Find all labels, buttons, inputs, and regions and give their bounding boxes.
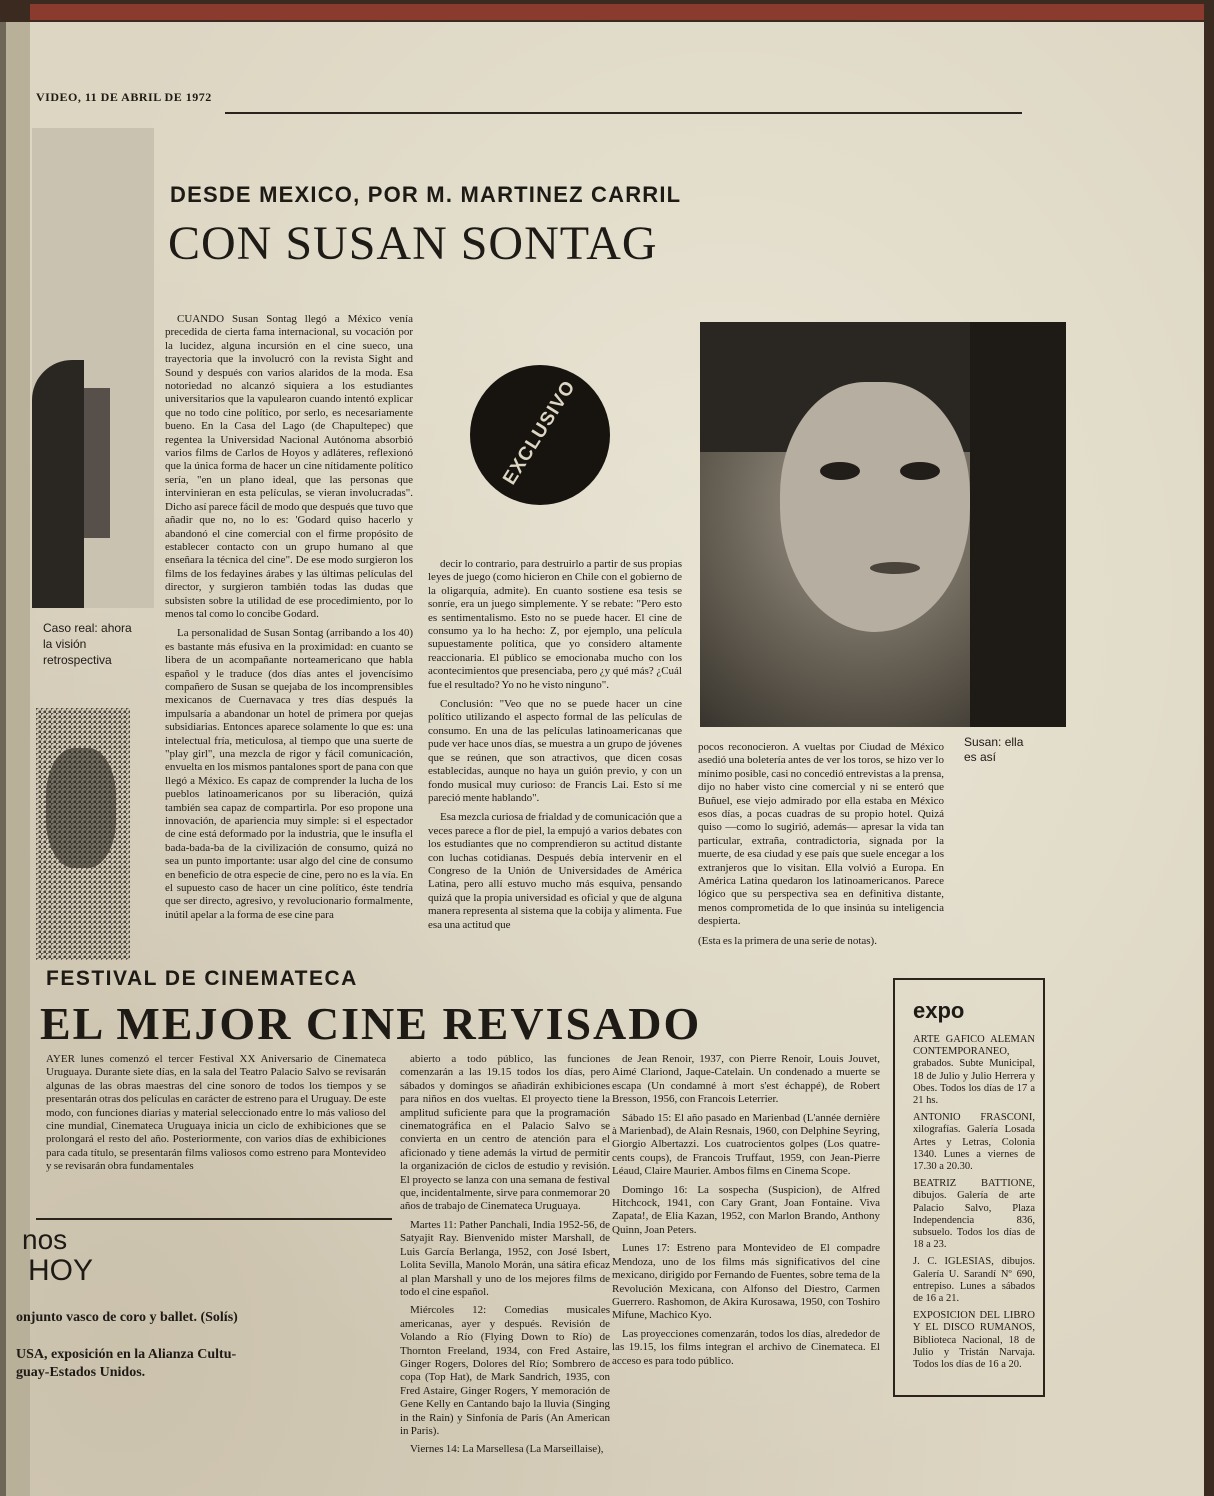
- article-paragraph: Conclusión: "Veo que no se puede hacer un cine político utilizando el aspecto formal de las películas de consumo. En una de las películas latinoamericanas que pude ver hace unos días, se muestra a un grupo de jóvenes que se reúnen, que son atractivos, que dicen cosas establecidas, aunque no haya un guión previo, y con un fondo musical muy curioso: de Francis Lai. Esto sí me pareció mente hablando".: [428, 698, 682, 804]
- photo-hair-side: [970, 322, 1066, 727]
- header-rule: [225, 112, 1022, 114]
- photo-eye: [820, 462, 860, 480]
- photo-man-in-suit: [32, 128, 154, 608]
- festival-paragraph: Las proyecciones comenzarán, todos los días, alrededor de las 19.15, los films integran el archivo de Cinemateca. El acceso es para todo público.: [612, 1327, 880, 1367]
- hoy-listing: USA, exposición en la Alianza Cultu- guay-Estados Unidos.: [16, 1347, 237, 1380]
- exclusivo-label: EXCLUSIVO: [499, 376, 580, 489]
- festival-paragraph: Viernes 14: La Marsellesa (La Marseillaise),: [410, 1443, 604, 1456]
- festival-column-1: [46, 1053, 386, 1218]
- expo-item: ARTE GAFICO ALEMAN CONTEMPORANEO, grabados. Subte Municipal, 18 de Julio y Julio Herrera y Obes. Todos los días de 17 a 21 hs.: [913, 1034, 1035, 1107]
- binding-strip: [30, 4, 1214, 20]
- photo-eye: [900, 462, 940, 480]
- halftone-figure: [46, 748, 116, 868]
- festival-column-2: [400, 1053, 610, 1456]
- dateline: VIDEO, 11 DE ABRIL DE 1972: [36, 90, 212, 104]
- article-headline: CON SUSAN SONTAG: [168, 217, 658, 270]
- section-divider: [36, 1218, 392, 1220]
- festival-paragraph: de Jean Renoir, 1937, con Pierre Renoir, Louis Jouvet, Aimé Clariond, Jaque-Catelain. Un condenado a muerte se escapa (Un condamné à mort s'est échappé), de Robert Bresson, 1956, con Francois Leterrier.: [612, 1053, 880, 1106]
- hoy-listing: onjunto vasco de coro y ballet. (Solís): [16, 1310, 238, 1325]
- facing-page-paper: [6, 22, 30, 1496]
- article-footnote: (Esta es la primera de una serie de notas).: [698, 934, 877, 947]
- festival-paragraph: Domingo 16: La sospecha (Suspicion), de Alfred Hitchcock, 1941, con Cary Grant, Joan Fontaine. Viva Zapata!, de Elia Kazan, 1952, con Marlon Brando, Anthony Quinn, Joan Peters.: [612, 1183, 880, 1236]
- photo-coat-shape: [32, 360, 84, 608]
- festival-paragraph: Miércoles 12: Comedias musicales americanas, ayer y después. Revisión de Volando a Río (Flying Down to Río) de Thornton Freeland, 1934, con Fred Astaire, Ginger Rogers, Dolores del Río; Sombrero de copa (Top Hat), de Mark Sandrich, 1935, con Fred Astaire, Ginger Rogers, Y memoración de Gene Kelly en Cantando bajo la lluvia (Singing in the Rain) y Sinfonía de París (An American in Paris).: [400, 1304, 610, 1437]
- article-kicker: DESDE MEXICO, POR M. MARTINEZ CARRIL: [170, 182, 682, 207]
- article-paragraph: Esa mezcla curiosa de frialdad y de comunicación que a veces parece a flor de piel, la empujó a varios debates con los estudiantes que no comprendieron su actitud distante con luchas cotidianas. Después debía intervenir en el Congreso de la Unión de Universidades de América Latina, pero allí estuvo mucho más esquiva, pensando quizá que la propia universidad es oficial y que de alguna manera representa al sistema que la cobija y alimenta. Fue esa una actitud que: [428, 811, 682, 931]
- festival-column-3: [612, 1053, 880, 1395]
- photo-halftone-left: [36, 708, 130, 960]
- festival-paragraph: Lunes 17: Estreno para Montevideo de El compadre Mendoza, uno de los films más significativos del cine mexicano, dirigido por Fernando de Fuentes, sobre tema de la Revolución Mexicana, con Alfonso del Diestro, Carmen Guerrero. Rashomon, de Akira Kurosawa, 1950, con Toshiro Mifune, Machico Kyo.: [612, 1242, 880, 1322]
- article-paragraph: decir lo contrario, para destruirlo a partir de sus propias leyes de juego (como hicieron en Chile con el gobierno de la oligarquía, admite). En cuanto sostiene esa tesis se sonríe, era un juego simplemente. Y se rebate: "Pero esto es sentimentalismo. Esto no se puede hacer. El cine de consumo ya lo ha hecho: Z, por ejemplo, una película supuestamente política, que yo considero altamente reaccionaria. El público se emocionaba mucho con los acontecimientos que presenciaba, pero ¿y qué más? ¿Cuál fue el resultado? Yo no he visto ninguno".: [428, 558, 682, 691]
- festival-kicker: FESTIVAL DE CINEMATECA: [46, 967, 358, 990]
- article-column-3: [698, 741, 944, 963]
- exclusivo-badge: [470, 365, 610, 505]
- article-paragraph: CUANDO Susan Sontag llegó a México venía precedida de cierta fama internacional, su vocación por la lucidez, alguna incursión en el cine sueco, una trayectoria que la involucró con la revista Sight and Sound y después con varios alaridos de la moda. Esa notoriedad no alcanzó siquiera a los estudiantes universitarios que la vapulearon cuando intentó explicar que no todo cine político, por serlo, es necesariamente bueno. En la Casa del Lago (de Chapultepec) que regentea la Universidad Nacional Autónoma absorbió varios films de Carlos de Hoyos y adláteres, reflexionó que la única forma de hacer un cine nítidamente político sería, "en un plano ideal, que las personas que intervinieran en esta películas, se vieran involucradas". Dicho así parece fácil de modo que después que tuvo que añadir que no, no lo es: 'Godard quiso hacerlo y abandonó el cine comercial con el firme propósito de establecer contacto con un grupo humano al que enseñara la técnica del cine". De ese modo surgieron los films de los fedayines árabes y las últimas películas del director, y surgieron también todas las dudas que subsisten sobre la utilidad de ese procedimiento, por lo menos tal como lo concibe Godard.: [165, 313, 413, 620]
- expo-box: [893, 978, 1045, 1397]
- festival-headline: EL MEJOR CINE REVISADO: [40, 998, 702, 1049]
- expo-item: EXPOSICION DEL LIBRO Y EL DISCO RUMANOS, Biblioteca Nacional, 18 de Julio y Tristán Narvaja. Todos los días de 16 a 20.: [913, 1310, 1035, 1371]
- photo-tie-shape: [84, 388, 110, 538]
- festival-paragraph: abierto a todo público, las funciones comenzarán a las 19.15 todos los días, pero sábados y domingos se añadirán exhibiciones para niños en dos vueltas. El proyecto tiene la amplitud suficiente para que la programación cinematográfica en el Palacio Salvo se convierta en un centro de atención para el aficionado y tiene además la virtud de permitir la organización de ciclos de estudio y revisión. El proyecto se lanza con una semana de festival que, incidentalmente, sirve para conmemorar 20 años de trabajo de Cinemateca Uruguaya.: [400, 1053, 610, 1213]
- article-paragraph: pocos reconocieron. A vueltas por Ciudad de México asedió una boletería antes de ver los toros, se hizo ver lo mínimo posible, casi no concedió entrevistas a la prensa, dijo no haber visto cine comercial y ni se enteró que Buñuel, ese viejo admirado por ella estaba en México esos días, a pocas cuadras de su propio hotel. Quizá quiso —como lo sugirió, además— apresar la vida tan particular, extraña, contradictoria, signada por la muerte, de esa ciudad y ese país que suele encegar a los extranjeros que lo visitan. Ella volvió a Europa. En América Latina quedaron los latinoamericanos. Parece lógico que su perspectiva sea en definitiva distante, menos comprometida de lo que insinúa su inteligencia despierta.: [698, 741, 944, 928]
- festival-paragraph: Sábado 15: El año pasado en Marienbad (L'année dernière à Marienbad), de Alain Resnais, 1960, con Delphine Seyring, Giorgio Albertazzi. Los cuatrocientos golpes (Los quatre-cents coups), de Francois Truffaut, 1959, con Jean-Pierre Léaud, Claire Maurier. Ambos films en Cinema Scope.: [612, 1111, 880, 1178]
- expo-item: J. C. IGLESIAS, dibujos. Galería U. Sarandí Nº 690, entrepiso. Lunes a sábados de 16 a 21.: [913, 1256, 1035, 1305]
- photo-susan-sontag: [700, 322, 1066, 727]
- expo-listings: [913, 1034, 1035, 1376]
- article-column-2: [428, 558, 682, 963]
- expo-item: BEATRIZ BATTIONE, dibujos. Galería de arte Palacio Salvo, Plaza Independencia 836, subsuelo. Todos los días de 18 a 23.: [913, 1178, 1035, 1251]
- photo-caption-susan: Susan: ella es así: [964, 735, 1024, 764]
- hoy-title-top: nos: [22, 1224, 68, 1255]
- festival-paragraph: AYER lunes comenzó el tercer Festival XX Aniversario de Cinemateca Uruguaya. Durante siete días, en la sala del Teatro Palacio Salvo se revisarán algunas de las obras maestras del cine sonoro de todos los tiempos y se presentarán otras dos películas en carácter de estreno para el Uruguay. De este modo, con funciones diarias y material seleccionado entre lo más valioso del cine mundial, Cinemateca Uruguaya inicia un ciclo de exhibiciones que se prolongará el resto del año. Posteriormente, con varios días de exhibiciones para cada título, se presentarán films valiosos como estreno para Montevideo y se revisarán obra fundamentales: [46, 1053, 386, 1173]
- expo-title: expo: [913, 998, 965, 1023]
- facing-page-edge: [0, 22, 30, 1496]
- festival-paragraph: Martes 11: Pather Panchali, India 1952-56, de Satyajit Ray. Bienvenido mister Marshall, de Luis García Berlanga, 1952, con José Isbert, Lolita Sevilla, Manolo Morán, una sátira eficaz al plan Marshall y uno de los mejores films de todo el cine español.: [400, 1218, 610, 1298]
- photo-face: [780, 382, 970, 632]
- hoy-title: HOY: [28, 1254, 94, 1287]
- expo-item: ANTONIO FRASCONI, xilografías. Galería Losada Artes y Letras, Colonia 1340. Lunes a viernes de 17.30 a 20.30.: [913, 1112, 1035, 1173]
- binding-top: [0, 0, 1214, 22]
- article-paragraph: La personalidad de Susan Sontag (arribando a los 40) es bastante más efusiva en la proximidad: en cuanto se libera de un acompañante norteamericano que habla español y le traduce (dos días antes el jovencísimo compañero de Susan se quejaba de los incomprensibles mexicanos de Cuernavaca y tres días después la impulsaría a abandonar un hotel de primera por quejas subsidiarias. Entonces aparece solamente lo que es: una intelectual fría, meticulosa, al tiempo que una suerte de "play girl", una mezcla de rigor y fácil comunicación, envuelta en los mismos pantalones sport de pana con que llegó a México. Es capaz de comprender la lucha de los pueblos latinoamericanos por su liberación, quizá también sea capaz de compartirla. Por eso propone una innovación, de apariencia muy simple: si el espectador de cine está deformado por la industria, que le insufla el bada-bada-ba de la civilización de consumo, quizá no sea un punto importante: usar algo del cine de consumo en beneficio de otra especie de cine, pero no es la vía. En el supuesto caso de hacer un cine político, éste tendría que ser directo, agresivo, y revolucionario formalmente, inútil apelar a la forma de ese cine para: [165, 627, 413, 921]
- photo-lips: [870, 562, 920, 574]
- photo-caption-left: Caso real: ahora la visión retrospectiva: [43, 621, 132, 667]
- binding-right: [1204, 0, 1214, 1496]
- article-column-1: [165, 313, 413, 965]
